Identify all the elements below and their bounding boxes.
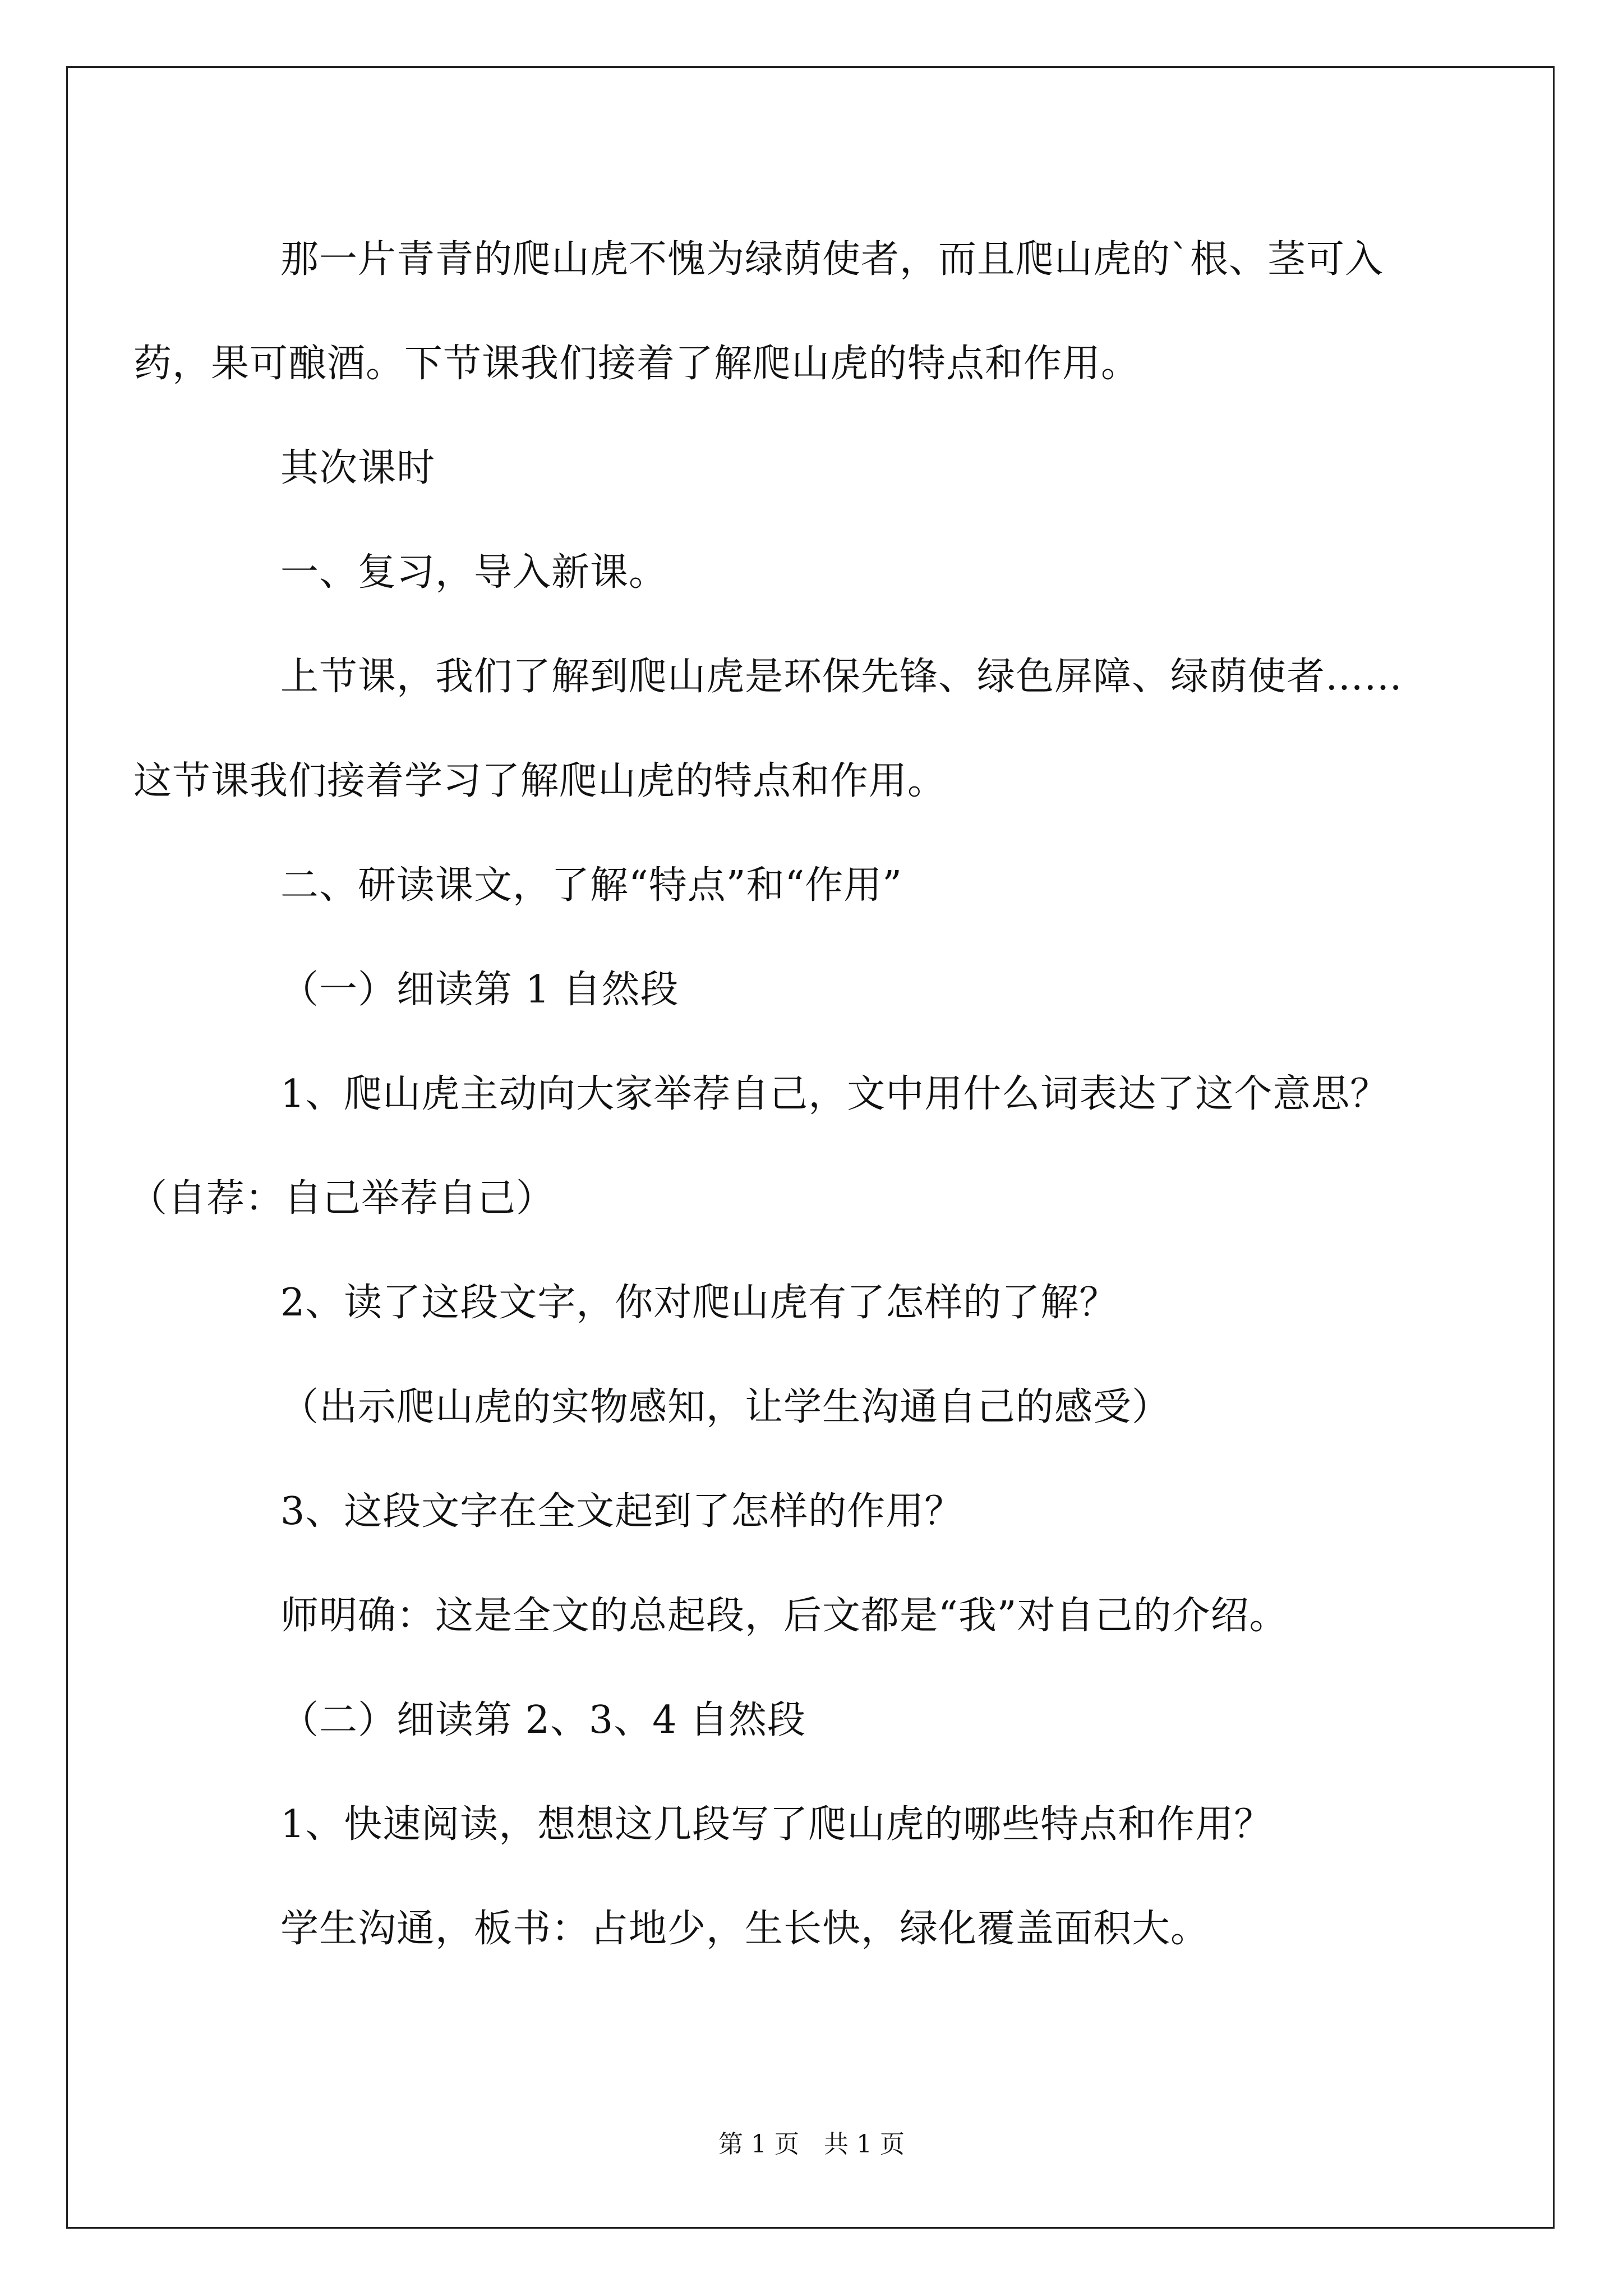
paragraph: 药，果可酿酒。下节课我们接着了解爬山虎的特点和作用。	[133, 342, 1140, 386]
subsection-heading: （二）细读第 2、3、4 自然段	[280, 1698, 806, 1742]
question: 2、读了这段文字，你对爬山虎有了怎样的了解？	[280, 1281, 1118, 1325]
paragraph: 师明确：这是全文的总起段，后文都是“我”对自己的介绍。	[280, 1594, 1288, 1638]
section-heading: 二、研读课文，了解“特点”和“作用”	[280, 863, 903, 908]
paragraph: 这节课我们接着学习了解爬山虎的特点和作用。	[133, 759, 947, 803]
answer-note: （自荐：自己举荐自己）	[129, 1176, 555, 1221]
question: 3、这段文字在全文起到了怎样的作用？	[280, 1489, 963, 1534]
section-heading: 其次课时	[280, 446, 436, 490]
page-number-footer: 第 1 页 共 1 页	[718, 2130, 905, 2159]
paragraph: 学生沟通，板书：占地少，生长快，绿化覆盖面积大。	[280, 1907, 1210, 1951]
section-heading: 一、复习，导入新课。	[280, 550, 668, 595]
question: 1、快速阅读，想想这几段写了爬山虎的哪些特点和作用？	[280, 1802, 1273, 1847]
answer-note: （出示爬山虎的实物感知，让学生沟通自己的感受）	[280, 1385, 1171, 1429]
paragraph: 上节课，我们了解到爬山虎是环保先锋、绿色屏障、绿荫使者……	[280, 655, 1403, 699]
subsection-heading: （一）细读第 1 自然段	[280, 968, 679, 1012]
paragraph: 那一片青青的爬山虎不愧为绿荫使者，而且爬山虎的`根、茎可入	[280, 237, 1384, 282]
document-body	[129, 208, 1491, 1981]
question: 1、爬山虎主动向大家举荐自己，文中用什么词表达了这个意思？	[280, 1072, 1389, 1116]
